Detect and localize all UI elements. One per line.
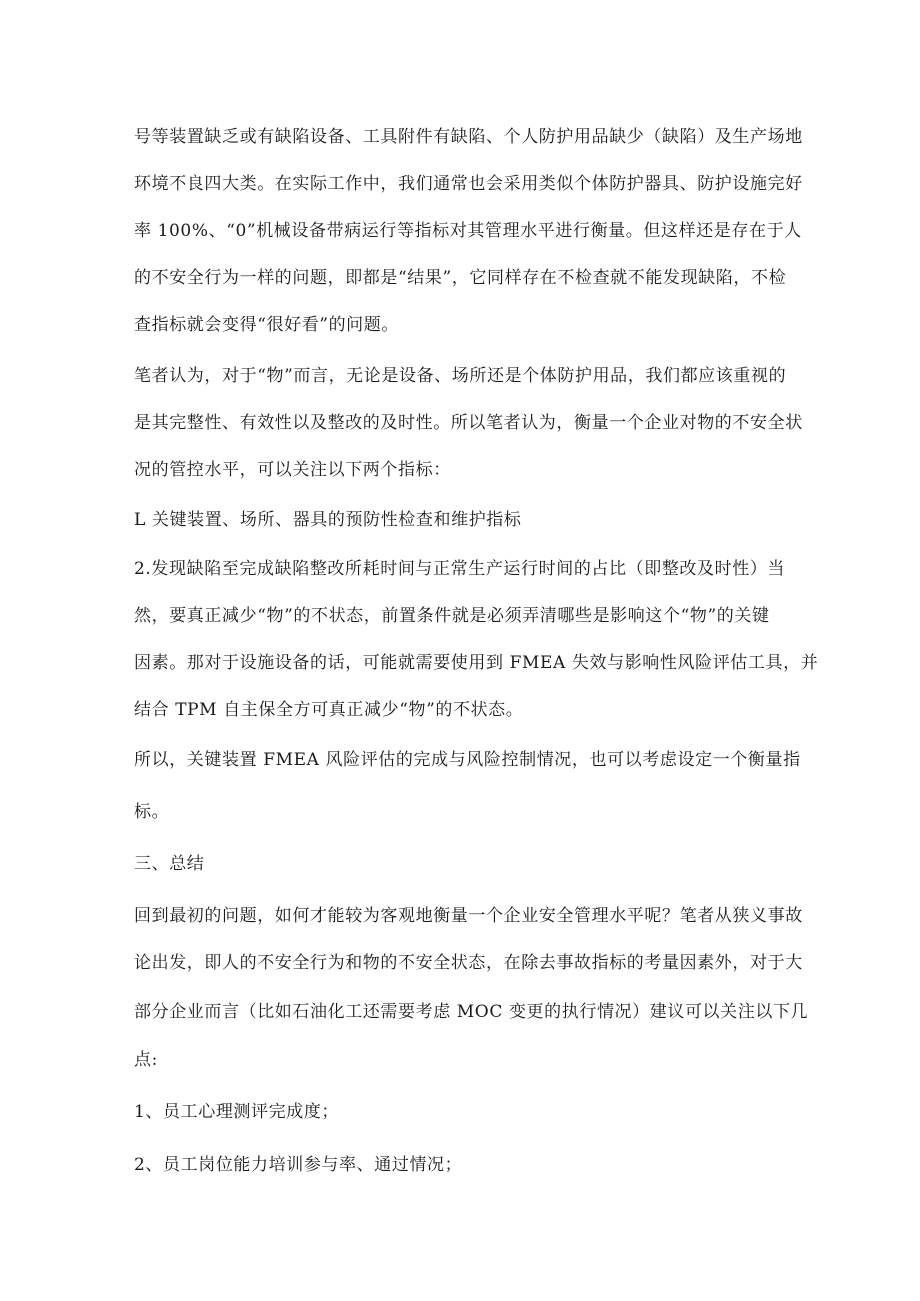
text-line: 论出发，即人的不安全行为和物的不安全状态，在除去事故指标的考量因素外，对于大 [134, 953, 803, 973]
text-line: 回到最初的问题，如何才能较为客观地衡量一个企业安全管理水平呢？笔者从狭义事故 [134, 906, 803, 926]
text-line: 部分企业而言（比如石油化工还需要考虑 MOC 变更的执行情况）建议可以关注以下几 [134, 1002, 809, 1022]
list-item: 1、员工心理测评完成度； [134, 1102, 340, 1122]
text-line: 况的管控水平，可以关注以下两个指标： [134, 460, 451, 480]
text-line: 2.发现缺陷至完成缺陷整改所耗时间与正常生产运行时间的占比（即整改及时性）当 [134, 559, 786, 579]
text-line: 查指标就会变得“很好看”的问题。 [134, 315, 399, 335]
text-line: 所以，关键装置 FMEA 风险评估的完成与风险控制情况，也可以考虑设定一个衡量指 [134, 750, 801, 770]
text-line: 标。 [134, 802, 170, 822]
section-heading: 三、总结 [134, 854, 205, 874]
text-line: 率 100%、“0”机械设备带病运行等指标对其管理水平进行衡量。但这样还是存在于人 [134, 221, 802, 241]
text-line: 环境不良四大类。在实际工作中，我们通常也会采用类似个体防护器具、防护设施完好 [134, 174, 803, 194]
list-item: 2、员工岗位能力培训参与率、通过情况； [134, 1155, 463, 1175]
text-line: 是其完整性、有效性以及整改的及时性。所以笔者认为，衡量一个企业对物的不安全状 [134, 413, 803, 433]
text-line: 因素。那对于设施设备的话，可能就需要使用到 FMEA 失效与影响性风险评估工具，并 [134, 653, 819, 673]
text-line: 结合 TPM 自主保全方可真正减少“物”的不状态。 [134, 700, 524, 720]
text-line: 然，要真正减少“物”的不状态，前置条件就是必须弄清哪些是影响这个“物”的关键 [134, 606, 770, 626]
text-line: 的不安全行为一样的问题，即都是“结果”，它同样存在不检查就不能发现缺陷，不检 [134, 268, 787, 288]
text-line: L 关键装置、场所、器具的预防性检查和维护指标 [134, 510, 522, 530]
text-line: 点: [134, 1050, 158, 1070]
text-line: 号等装置缺乏或有缺陷设备、工具附件有缺陷、个人防护用品缺少（缺陷）及生产场地 [134, 127, 803, 147]
text-line: 笔者认为，对于“物”而言，无论是设备、场所还是个体防护用品，我们都应该重视的 [134, 366, 787, 386]
